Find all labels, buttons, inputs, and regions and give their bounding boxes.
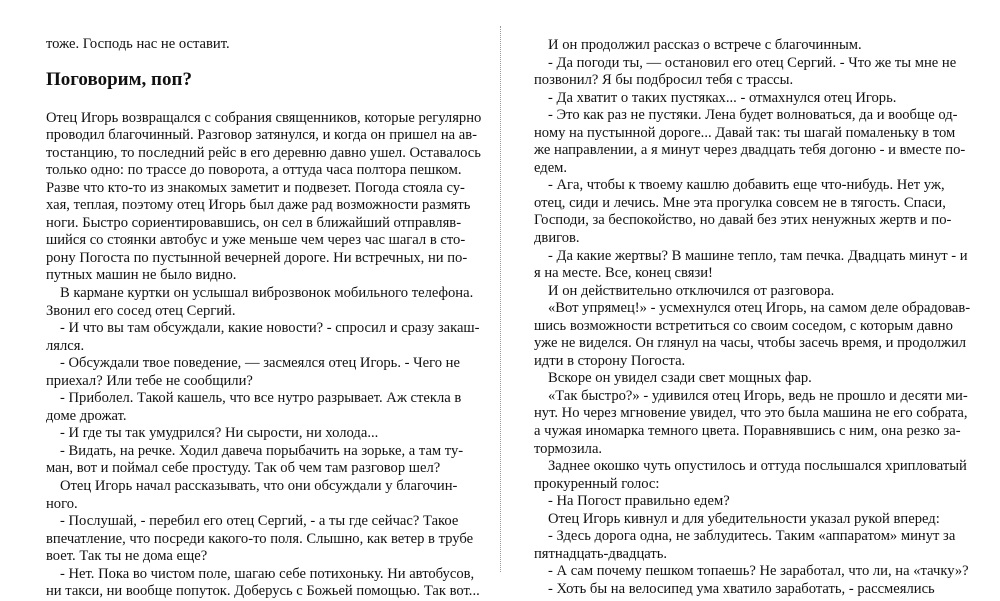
text-line: а чужая иномарка темного цвета. Поравнявшись с ним, она резко за- [534, 423, 961, 440]
text-line: В кармане куртки он услышал виброзвонок мобильного телефона. [60, 285, 474, 302]
text-line: приехал? Или тебе не сообщили? [46, 372, 253, 389]
text-line: ман, вот и поймал себе простуду. Так об чем там разговор шел? [46, 460, 441, 477]
text-line: ного. [46, 495, 78, 512]
text-line: впечатление, что посреди какого-то поля. Слышно, как ветер в трубе [46, 530, 474, 547]
text-line: прокуренный голос: [534, 475, 660, 492]
text-line: Вскоре он увидел сзади свет мощных фар. [548, 370, 812, 387]
text-line: - Послушай, - перебил его отец Сергий, - а ты где сейчас? Такое [60, 513, 459, 530]
right-page [500, 0, 1000, 597]
text-line: отец, сиди и лечись. Мне эта прогулка совсем не в тягость. Спаси, [534, 194, 946, 211]
text-line: Отец Игорь возвращался с собрания священников, которые регулярно [46, 109, 482, 126]
text-line: лялся. [46, 337, 85, 354]
text-line: едем. [534, 159, 568, 176]
text-line: ному на пустынной дороге... Давай так: ты шагай помаленьку в том [534, 124, 956, 141]
text-line: хая, теплая, поэтому отец Игорь был даже рад возможности размять [46, 197, 471, 214]
text-line: Отец Игорь начал рассказывать, что они обсуждали у благочин- [60, 478, 458, 495]
text-line: Господи, за беспокойство, но давай без этих ненужных жертв и по- [534, 212, 952, 229]
text-line: воет. Так ты не дома еще? [46, 548, 208, 565]
text-line: - На Погост правильно едем? [548, 493, 730, 510]
text-line: - Да хватит о таких пустяках... - отмахнулся отец Игорь. [548, 89, 897, 106]
text-line: тормозила. [534, 440, 603, 457]
text-line: - Хоть бы на велосипед ума хватило заработать, - рассмеялись [548, 580, 935, 597]
text-line: Разве что кто-то из знакомых заметит и подвезет. Погода стояла су- [46, 179, 465, 196]
text-line: идти в сторону Погоста. [534, 352, 686, 369]
right-page-body [534, 37, 971, 599]
text-line: - Это как раз не пустяки. Лена будет волноваться, да и вообще од- [548, 107, 958, 124]
text-line: только одно: по трассе до поворота, а оттуда часа полтора пешком. [46, 162, 462, 179]
text-line: - А сам почему пешком топаешь? Не заработал, что ли, на «тачку»? [548, 563, 969, 580]
text-line: «Так быстро?» - удивился отец Игорь, ведь не прошло и десяти ми- [548, 387, 968, 404]
text-line: нут. Но через мгновение увидел, что это была машина не его собрата, [534, 405, 968, 422]
text-line: - Да погоди ты, — остановил его отец Сергий. - Что же ты мне не [548, 54, 957, 71]
text-line: Звонил его сосед отец Сергий. [46, 302, 236, 319]
text-line: позвонил? Я бы подбросил тебя с трассы. [534, 72, 794, 89]
chapter-heading: Поговорим, поп? [46, 68, 192, 90]
text-line: - И где ты так умудрился? Ни сырости, ни холода... [60, 425, 379, 442]
text-line: - И что вы там обсуждали, какие новости? - спросил и сразу закаш- [60, 320, 480, 337]
text-line: проводил благочинный. Разговор затянулся, и когда он пришел на ав- [46, 127, 477, 144]
left-page [0, 0, 500, 600]
text-line: - Ага, чтобы к твоему кашлю добавить еще что-нибудь. Нет уж, [548, 177, 945, 194]
text-line: тостанцию, то последний рейс в его деревню давно ушел. Оставалось [46, 144, 481, 161]
text-line: уже не виделся. Он глянул на часы, чтобы засечь время, и продолжил [534, 335, 967, 352]
text-line: рону Погоста по пустынной вечерней дороге. Ни встречных, ни по- [46, 249, 468, 266]
text-line: двигов. [534, 230, 580, 247]
text-line: - Обсуждали твое поведение, — засмеялся отец Игорь. - Чего не [60, 355, 460, 372]
text-line: ни такси, ни вообще попуток. Доберусь с Божьей помощью. Так вот... [46, 583, 480, 600]
right-page-text [534, 37, 971, 599]
text-line: - Видать, на речке. Ходил давеча порыбачить на зорьке, а там ту- [60, 442, 464, 459]
text-line: тоже. Господь нас не оставит. [46, 36, 230, 52]
text-line: Заднее окошко чуть опустилось и оттуда послышался хрипловатый [548, 458, 967, 475]
text-line: Отец Игорь кивнул и для убедительности указал рукой вперед: [548, 510, 940, 527]
text-line: путных машин не было видно. [46, 267, 237, 284]
text-line: И он действительно отключился от разговора. [548, 282, 835, 299]
text-line: доме дрожат. [46, 407, 127, 424]
left-page-text [46, 36, 480, 601]
text-line: пятнадцать-двадцать. [534, 545, 668, 562]
text-line: - Нет. Пока во чистом поле, шагаю себе потихоньку. Ни автобусов, [60, 565, 475, 582]
text-line: же направлении, а я минут через двадцать тебя догоню - и вместе по- [534, 142, 966, 159]
text-line: ноги. Быстро сориентировавшись, он сел в ближайший отправляв- [46, 214, 462, 231]
text-line: я на месте. Все, конец связи! [534, 265, 713, 282]
text-line: «Вот упрямец!» - усмехнулся отец Игорь, на самом деле обрадовав- [548, 300, 971, 317]
left-page-body [46, 110, 480, 601]
text-line: - Да какие жертвы? В машине тепло, там печка. Двадцать минут - и [548, 247, 968, 264]
text-line: - Приболел. Такой кашель, что все нутро разрывает. Аж стекла в [60, 390, 462, 407]
text-line: шийся со стоянки автобус и уже меньше чем через час шагал в сто- [46, 232, 466, 249]
left-page-opening [46, 36, 480, 54]
text-line: шись возможности встретиться со своим соседом, с которым давно [534, 317, 953, 334]
text-line: И он продолжил рассказ о встрече с благочинным. [548, 37, 862, 53]
text-line: - Здесь дорога одна, не заблудитесь. Таким «аппаратом» минут за [548, 528, 956, 545]
